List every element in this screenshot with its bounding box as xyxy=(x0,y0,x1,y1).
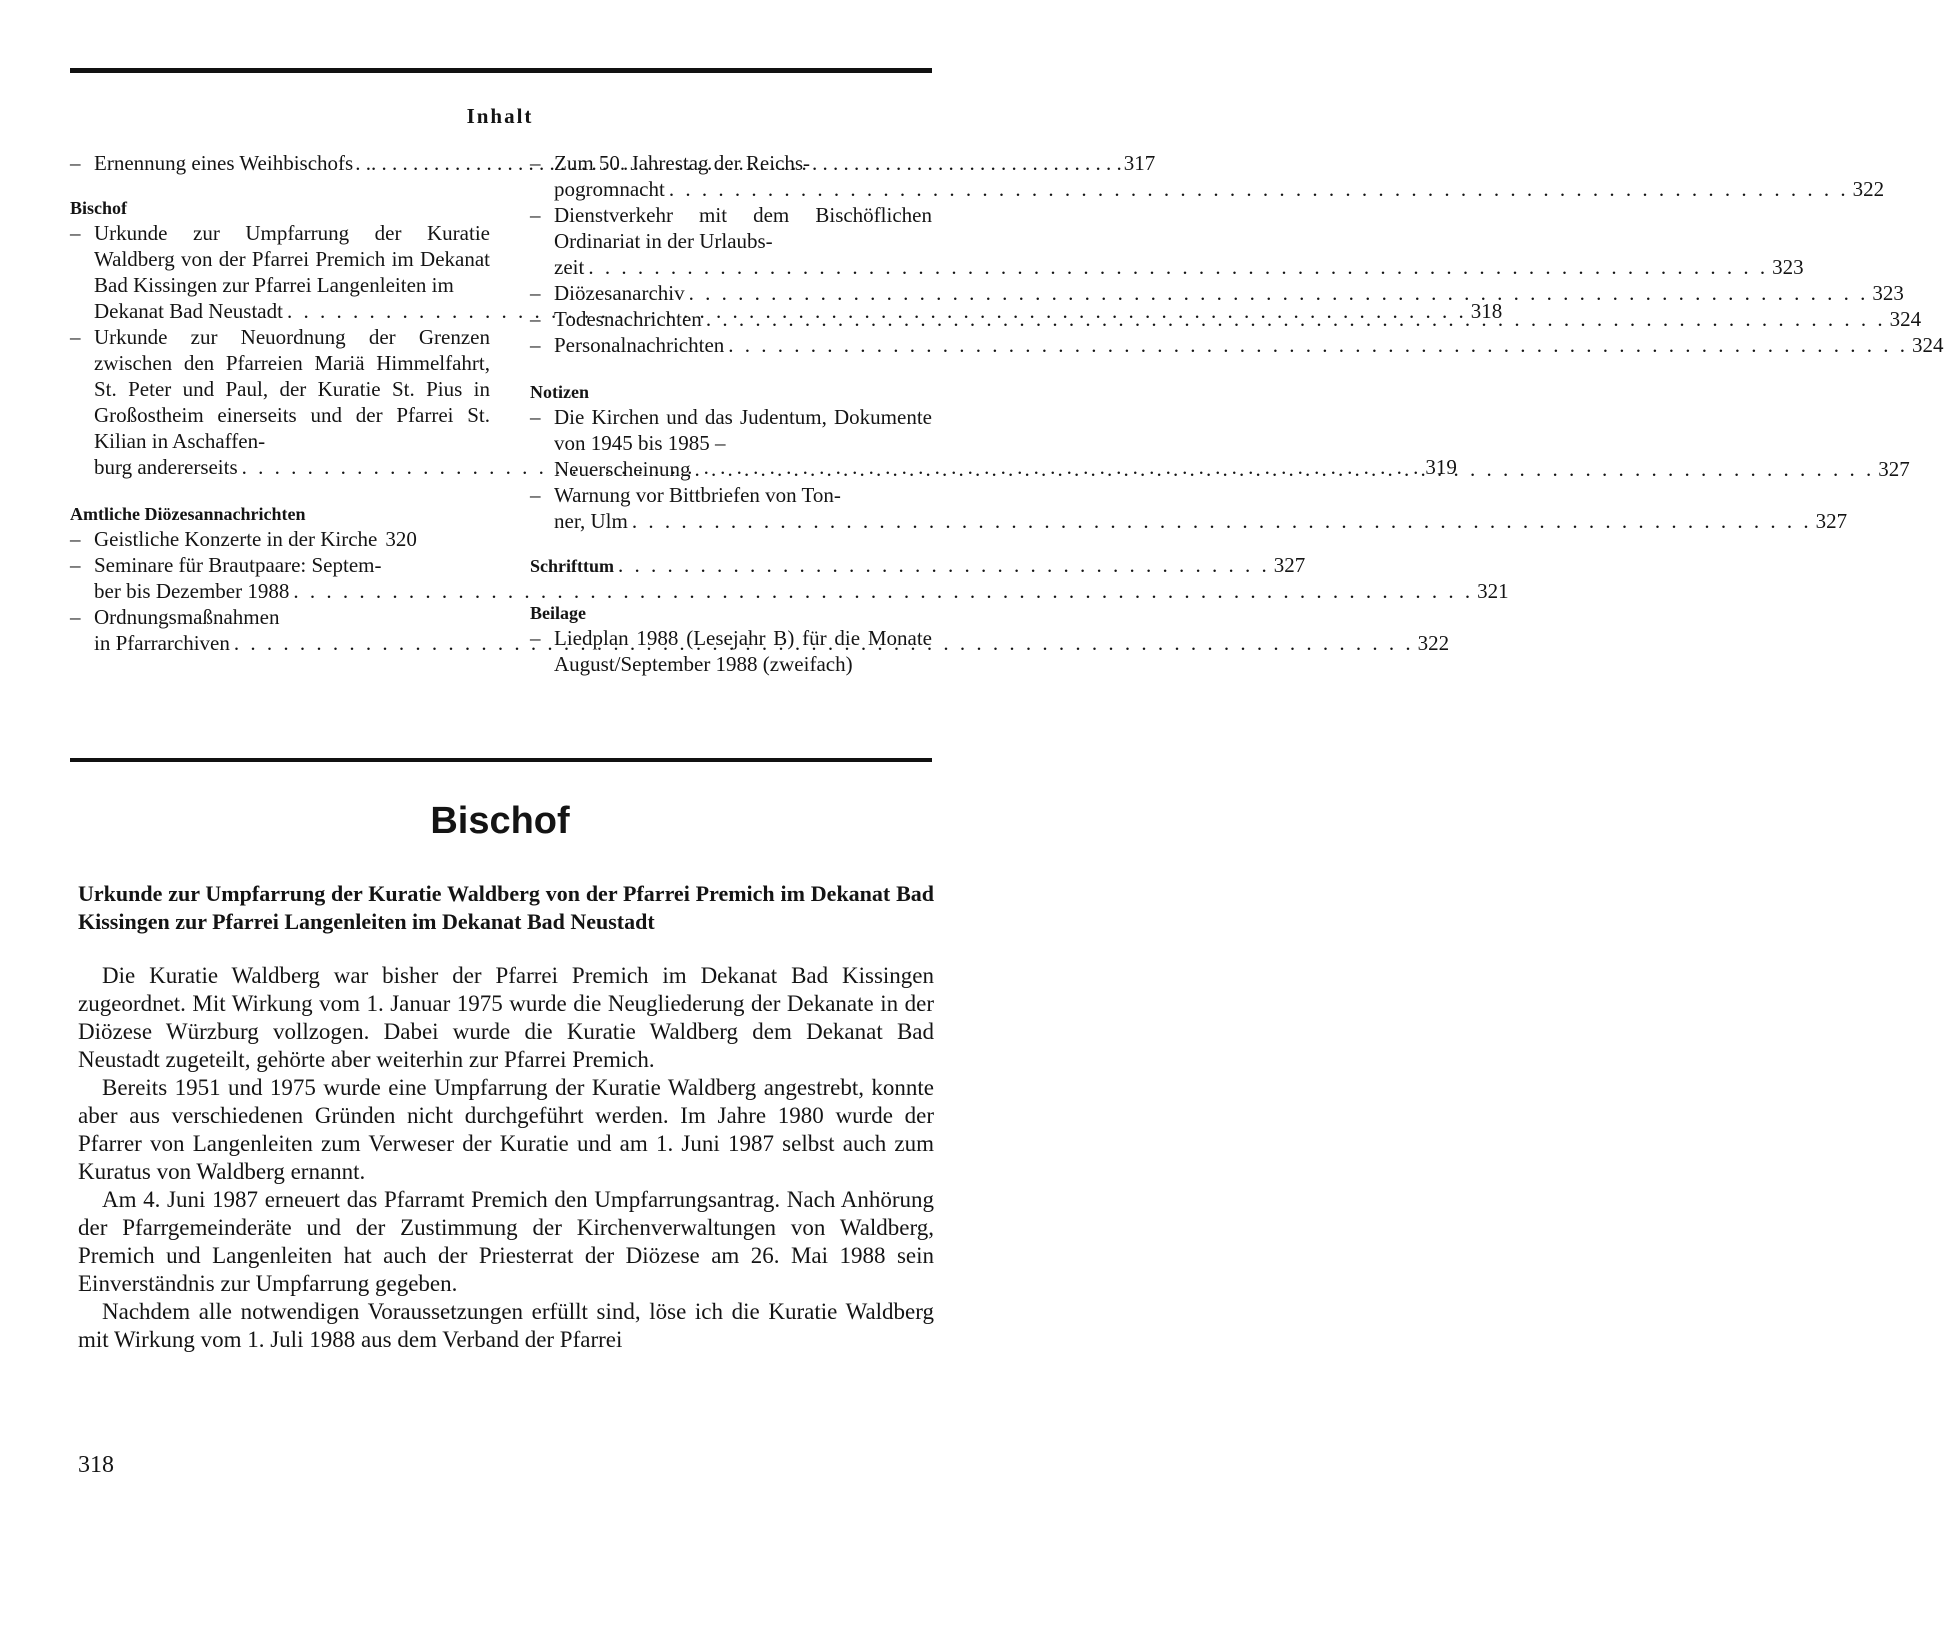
toc-entry[interactable]: – Personalnachrichten . . . 324 xyxy=(530,332,932,358)
toc-entry[interactable]: – Warnung vor Bittbriefen von Ton- ner, Ulm . . . 327 xyxy=(530,482,932,534)
toc-entry[interactable]: – Urkunde zur Neuordnung der Grenzen zwischen den Pfarreien Mariä Himmelfahrt, St. Peter und Paul, der Kuratie St. Pius in Großostheim einerseits und der Pfarrei St. Kilian in Aschaffen- burg andererseits . . . 319 xyxy=(70,324,490,480)
paragraph: Die Kuratie Waldberg war bisher der Pfarrei Premich im Dekanat Bad Kissingen zugeordnet. Mit Wirkung vom 1. Januar 1975 wurde die Neugliederung der Dekanate in der Diözese Würzburg vollzogen. Dabei wurde die Kuratie Waldberg dem Dekanat Bad Neustadt zugeteilt, gehörte aber weiterhin zur Pfarrei Premich. xyxy=(78,963,934,1072)
toc-entry[interactable]: – Dienstverkehr mit dem Bischöflichen Ordinariat in der Urlaubs- zeit . . . 323 xyxy=(530,202,932,280)
toc-entry[interactable]: – Die Kirchen und das Judentum, Dokumente von 1945 bis 1985 – Neuerscheinung . . . 327 xyxy=(530,404,932,482)
toc-entry[interactable]: – Zum 50. Jahrestag der Reichs- pogromnacht . . . 322 xyxy=(530,150,932,202)
toc-entry[interactable]: – Ernennung eines Weihbischofs . . . . . 317 xyxy=(70,150,490,176)
paragraph: Bereits 1951 und 1975 wurde eine Umpfarrung der Kuratie Waldberg angestrebt, konnte aber aus verschiedenen Gründen nicht durchgeführt werden. Im Jahre 1980 wurde der Pfarrer von Langenleiten zum Verweser der Kuratie und am 1. Juni 1987 selbst auch zum Kuratus von Waldberg ernannt. xyxy=(78,1075,934,1184)
toc-entry[interactable]: – Ordnungsmaßnahmen in Pfarrarchiven . . . 322 xyxy=(70,604,490,656)
toc-section-notizen: Notizen xyxy=(530,382,589,402)
toc-entry[interactable]: – Todesnachrichten . . . 324 xyxy=(530,306,932,332)
toc-entry-schrifttum[interactable]: Schrifttum . . . . . . . . . . . . . . . . . . . . . . . . . . . . . . . . . . . . . . . . 327 xyxy=(530,553,1306,577)
toc-section-beilage: Beilage xyxy=(530,603,586,623)
article-body xyxy=(78,962,934,1354)
section-rule xyxy=(70,758,932,762)
page-number: 318 xyxy=(78,1452,114,1478)
paragraph: Nachdem alle notwendigen Voraussetzungen erfüllt sind, löse ich die Kuratie Waldberg mit Wirkung vom 1. Juli 1988 aus dem Verband der Pfarrei xyxy=(78,1299,934,1352)
toc-entry[interactable]: – Diözesanarchiv . . . 323 xyxy=(530,280,932,306)
paragraph: Am 4. Juni 1987 erneuert das Pfarramt Premich den Umpfarrungsantrag. Nach Anhörung der Pfarrgemeinderäte und der Zustimmung der Kirchenverwaltungen von Waldberg, Premich und Langenleiten hat auch der Priesterrat der Diözese am 26. Mai 1988 sein Einverständnis zur Umpfarrung gegeben. xyxy=(78,1187,934,1296)
toc-entry[interactable]: – Geistliche Konzerte in der Kirche 320 xyxy=(70,527,417,551)
article-subheading: Urkunde zur Umpfarrung der Kuratie Waldberg von der Pfarrei Premich im Dekanat Bad Kissingen zur Pfarrei Langenleiten im Dekanat Bad Neustadt xyxy=(78,881,934,934)
top-rule xyxy=(70,68,932,73)
toc-entry[interactable]: – Seminare für Brautpaare: Septem- ber bis Dezember 1988 . . . 321 xyxy=(70,552,490,604)
toc-section-amtliche: Amtliche Diözesannachrichten xyxy=(70,504,306,524)
toc-heading: Inhalt xyxy=(466,104,534,128)
toc-section-bischof: Bischof xyxy=(70,198,128,218)
toc-entry[interactable]: – Urkunde zur Umpfarrung der Kuratie Waldberg von der Pfarrei Premich im Dekanat Bad Kissingen zur Pfarrei Langenleiten im Dekanat Bad Neustadt . . . 318 xyxy=(70,220,490,324)
article-heading: Bischof xyxy=(430,800,570,842)
toc-entry[interactable]: – Liedplan 1988 (Lesejahr B) für die Monate August/September 1988 (zweifach) xyxy=(530,626,932,676)
